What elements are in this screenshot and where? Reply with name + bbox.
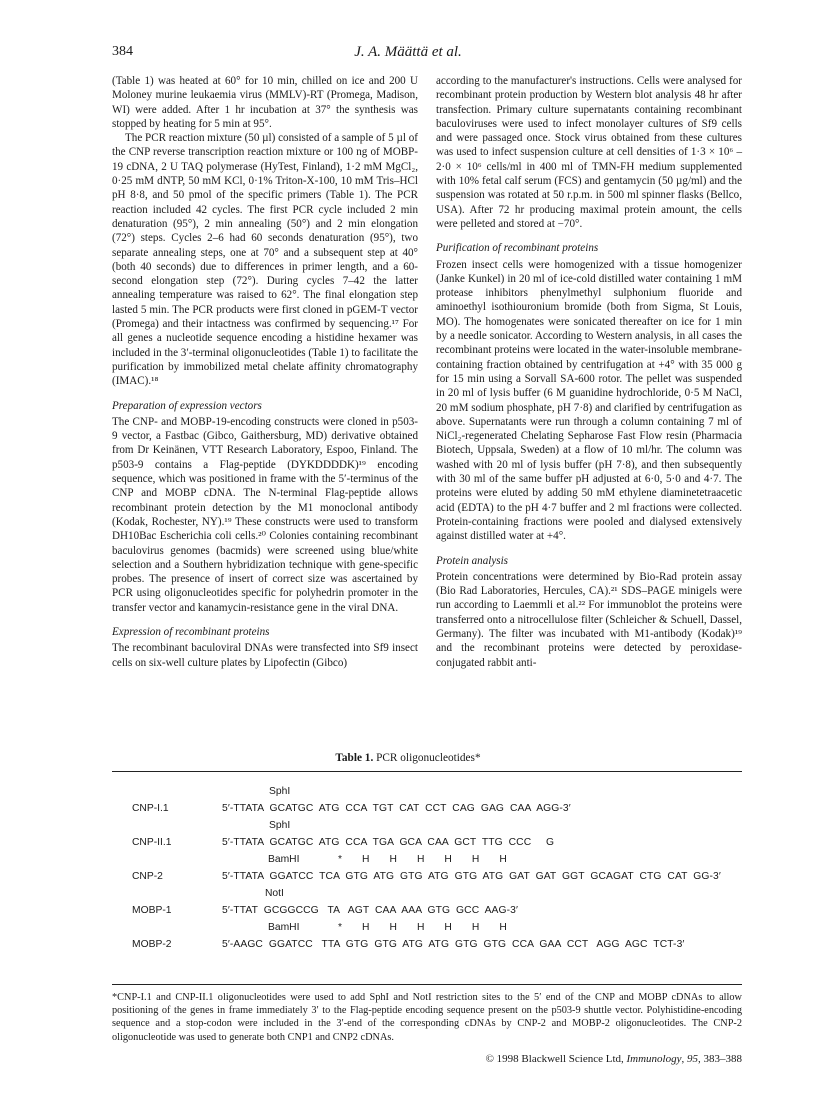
primer-name: MOBP-2	[132, 939, 172, 950]
table-row	[112, 922, 742, 939]
primer-sequence: 5′-TTATA GCATGC ATG CCA TGA GCA CAA GCT TTG CCC G	[222, 837, 555, 848]
primer-sequence: 5′-AAGC GGATCC TTA GTG GTG ATG ATG GTG GTG CCA GAA CCT AGG AGC TCT-3′	[222, 939, 685, 950]
section-heading: Expression of recombinant proteins	[112, 625, 270, 638]
left-column	[112, 74, 418, 670]
table-row	[112, 820, 742, 837]
copyright-line: © 1998 Blackwell Science Ltd, Immunology, 95, 383–388	[485, 1053, 742, 1065]
primer-sequence: 5′-TTATA GGATCC TCA GTG ATG GTG ATG GTG ATG GAT GAT GGT GCAGAT CTG CAT GG-3′	[222, 871, 721, 882]
table-top-rule	[112, 771, 742, 772]
running-title: J. A. Määttä et al.	[354, 44, 462, 60]
table-bottom-rule	[112, 984, 742, 985]
page-number: 384	[112, 44, 133, 59]
journal-name: Immunology	[626, 1053, 682, 1065]
stop-and-histidine-marks: * H H H H H H	[338, 922, 507, 933]
oligonucleotide-table	[112, 776, 742, 983]
paragraph: The recombinant baculoviral DNAs were transfected into Sf9 insect cells on six-well culture plates by Lipofectin (Gibco)	[112, 642, 418, 669]
primer-name: CNP-I.1	[132, 803, 169, 814]
primer-name: MOBP-1	[132, 905, 172, 916]
section-heading: Preparation of expression vectors	[112, 399, 262, 412]
restriction-site-label: BamHI	[268, 922, 300, 933]
table-caption-text: PCR oligonucleotides*	[376, 752, 481, 764]
table-row	[112, 854, 742, 871]
copyright-prefix: © 1998 Blackwell Science Ltd,	[485, 1053, 624, 1065]
stop-and-histidine-marks: * H H H H H H	[338, 854, 507, 865]
primer-name: CNP-2	[132, 871, 163, 882]
restriction-site-label: SphI	[269, 786, 291, 797]
table-row	[112, 871, 742, 888]
restriction-site-label: BamHI	[268, 854, 300, 865]
right-column	[436, 74, 742, 670]
table-row	[112, 905, 742, 922]
table-row	[112, 939, 742, 956]
table-caption	[0, 752, 816, 764]
section-heading: Purification of recombinant proteins	[436, 242, 599, 255]
paragraph: according to the manufacturer's instructions. Cells were analysed for recombinant protein production by Western blot analysis 48 hr after transfection. Primary culture supernatants containing recombinant baculoviruses were used to infect monolayer cultures of Sf9 cells and were passaged once. Stock virus obtained from these cultures was used to infect suspension culture at cell densities of 1·3 × 10⁶ – 2·0 × 10⁶ cells/ml in 400 ml of TMN-FH medium supplemented with 10% fetal calf serum (FCS) and gentamycin (50 µg/ml) and the suspension was rotated at 50 r.p.m. in 500 ml spinner flasks (Bellco, USA). After 72 hr producing maximal protein amount, the cells were pelleted and stored at −70°.	[436, 75, 742, 230]
paragraph: The CNP- and MOBP-19-encoding constructs were cloned in p503-9 vector, a Fastbac (Gibco, Gaithersburg, MD) derivative obtained from Dr Keinänen, VTT Research Laboratory, Espoo, Finland. The p503-9 contains a Flag-peptide (DYKDDDDK)¹⁹ encoding sequence, which was positioned in frame with the 5′-terminus of the CNP and MOBP cDNA. The N-terminal Flag-peptide allows recombinant protein detection by the M1 monoclonal antibody (Kodak, Rochester, NY).¹⁹ These constructs were used to transform DH10Bac Escherichia coli cells.²⁰ Colonies containing recombinant baculovirus genomes (bacmids) were screened using blue/white selection and a Southern hybridization technique with gene-specific probes. The presence of insert of correct size was ascertained by PCR using oligonucleotides specific for polyhedrin promoter in the transfer vector and kanamycin-resistance gene in the viral DNA.	[112, 415, 418, 614]
journal-volume: 95	[687, 1053, 698, 1065]
restriction-site-label: SphI	[269, 820, 291, 831]
table-caption-label: Table 1.	[335, 752, 374, 764]
table-row	[112, 837, 742, 854]
table-row	[112, 786, 742, 803]
journal-pages: , 383–388	[698, 1053, 742, 1065]
paragraph: Protein concentrations were determined by Bio-Rad protein assay (Bio Rad Laboratories, Hercules, CA).²¹ SDS–PAGE minigels were run according to Laemmli et al.²² For immunoblot the proteins were transferred onto a nitrocellulose filter (Schleicher & Schuell, Dassel, Germany). The filter was incubated with M1-antibody (Kodak)¹⁹ and the recombinant proteins were detected by peroxidase-conjugated rabbit anti-	[436, 570, 742, 669]
primer-sequence: 5′-TTAT GCGGCCG TA AGT CAA AAA GTG GCC AAG-3′	[222, 905, 519, 916]
section-heading: Protein analysis	[436, 554, 509, 567]
primer-sequence: 5′-TTATA GCATGC ATG CCA TGT CAT CCT CAG GAG CAA AGG-3′	[222, 803, 571, 814]
paragraph: Frozen insect cells were homogenized with a tissue homogenizer (Janke Kunkel) in 20 ml of ice-cold distilled water containing 1 mM protease inhibitors phenylmethyl sulphonium fluoride and aminoethyl isothiouronium bromide (both from Sigma, St Louis, MO). The homogenates were sonicated thereafter on ice for 1 min by a needle sonicator. According to Western analysis, in all cases the recombinant proteins were located in the water-insoluble membrane-containing fraction obtained by centrifugation at +4° with 35 000 g for 15 min using a Sorvall SA-600 rotor. The pellet was suspended in 20 ml of lysis buffer (6 M guanidine hydrochloride, 0·5 M NaCl, 20 mM sodium phosphate, pH 7·8) and clarified by centrifugation as above. Supernatants were run through a column containing 7 ml of NiCl₂-regenerated Chelating Sepharose Fast Flow resin (Pharmacia Biotech, Uppsala, Sweden) at a flow of 10 ml/hr. The column was washed with 20 ml of lysis buffer (pH 7·8), and then subsequently with 30 ml of the same buffer pH adjusted at 6·0, 5·0 and 4·7. The proteins were eluted by adding 50 mM ethylene diaminetetraacetic acid (EDTA) to the pH 4·7 buffer and 2 ml fractions were collected. Protein-containing fractions were pooled and dialysed extensively against distilled water at +4°.	[436, 258, 742, 543]
paragraph: The PCR reaction mixture (50 µl) consisted of a sample of 5 µl of the CNP reverse transcription reaction mixture or 100 ng of MOBP-19 cDNA, 2 U TAQ polymerase (HyTest, Finland), 1·2 mM MgCl₂, 0·25 mM dNTP, 50 mM KCl, 0·1% Triton-X-100, 10 mM Tris–HCl pH 8·8, and 50 pmol of the specific primers (Table 1). The PCR reaction included 42 cycles. The first PCR cycle included 2 min denaturation (95°), 2 min annealing (50°) and 2 min elongation (72°) steps. Cycles 2–6 had 60 seconds denaturation (95°), two separate annealing steps, one at 70° and a subsequent step at 40° (both 40 seconds) due to differences in primer length, and a 60-second elongation step (72°). During cycles 7–42 the latter annealing temperature was raised to 62°. The final elongation step lasted 5 min. The PCR products were first cloned in pGEM-T vector (Promega) and their intactness was confirmed by sequencing.¹⁷ For all genes a nucleotide sequence encoding a histidine hexamer was included in the 3′-terminal oligonucleotides (Table 1) to facilitate the purification by immobilized metal chelate affinity chromatography (IMAC).¹⁸	[112, 132, 418, 388]
restriction-site-label: NotI	[265, 888, 284, 899]
table-footnote: *CNP-I.1 and CNP-II.1 oligonucleotides were used to add SphI and NotI restriction sites to the 5′ end of the CNP and MOBP cDNAs to allow positioning of the genes in frame immediately 3′ to the Flag-peptide encoding sequence present on the p503-9 shuttle vector. Polyhistidine-encoding sequence and a stop-codon were included in the 3′-end of the corresponding cDNAs by CNP-2 and MOBP-2 oligonucleotides. The CNP-2 oligonucleotide was used to generate both CNP1 and CNP2 cDNAs.	[112, 992, 742, 1043]
table-row	[112, 803, 742, 820]
paragraph: (Table 1) was heated at 60° for 10 min, chilled on ice and 200 U Moloney murine leukaemia virus (MMLV)-RT (Promega, Madison, WI) were added. After 1 hr incubation at 37° the synthesis was stopped by heating for 5 min at 95°.	[112, 75, 418, 130]
table-row	[112, 888, 742, 905]
primer-name: CNP-II.1	[132, 837, 172, 848]
